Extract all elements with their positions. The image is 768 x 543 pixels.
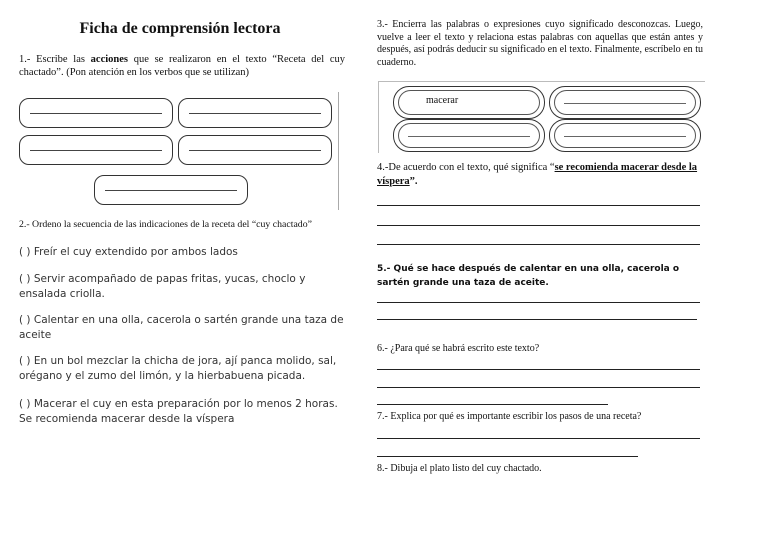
- answer-line[interactable]: [377, 404, 608, 405]
- answer-line[interactable]: [377, 244, 700, 245]
- sequence-item: ( ) En un bol mezclar la chicha de jora, ají panca molido, sal, orégano y el zumo del limón, y la hierbabuena picada.: [19, 355, 337, 382]
- question-8: 8.- Dibuja el plato listo del cuy chactado.: [377, 463, 542, 474]
- word-pill-2[interactable]: [549, 86, 701, 119]
- sequence-item: ( ) Macerar el cuy en esta preparación por lo menos 2 horas. Se recomienda macerar desde la víspera: [19, 398, 338, 425]
- answer-box-5[interactable]: [94, 175, 248, 205]
- answer-line[interactable]: [377, 302, 700, 303]
- question-4: 4.-De acuerdo con el texto, qué significa “se recomienda macerar desde la víspera”.: [377, 162, 698, 187]
- answer-box-1[interactable]: [19, 98, 173, 128]
- answer-line[interactable]: [377, 456, 638, 457]
- sequence-item: ( ) Calentar en una olla, cacerola o sartén grande una taza de aceite: [19, 314, 344, 341]
- answer-line[interactable]: [377, 205, 700, 206]
- question-1: 1.- Escribe las acciones que se realizaron en el texto “Receta del cuy chactado”. (Pon atención en los verbos que se utilizan): [19, 54, 345, 78]
- answer-box-2[interactable]: [178, 98, 332, 128]
- answer-box-4[interactable]: [178, 135, 332, 165]
- answer-line[interactable]: [377, 438, 700, 439]
- answer-line[interactable]: [377, 387, 700, 388]
- answer-box-3[interactable]: [19, 135, 173, 165]
- page-title: Ficha de comprensión lectora: [79, 20, 281, 37]
- question-6: 6.- ¿Para qué se habrá escrito este texto?: [377, 343, 540, 354]
- word-pill-4[interactable]: [549, 119, 701, 152]
- sequence-item: ( ) Freír el cuy extendido por ambos lados: [19, 246, 238, 258]
- sequence-item: ( ) Servir acompañado de papas fritas, yucas, choclo y ensalada criolla.: [19, 273, 306, 300]
- word-pill-1[interactable]: [393, 86, 545, 119]
- word-pill-3[interactable]: [393, 119, 545, 152]
- answer-line[interactable]: [377, 369, 700, 370]
- word-example: macerar: [426, 95, 459, 106]
- answer-line[interactable]: [377, 319, 697, 320]
- question-3: 3.- Encierra las palabras o expresiones cuyo significado desconozcas. Luego, vuelve a leer el texto y relaciona estas palabras con aquellas que están antes y después, así podrás deducir su significado en el texto. Finalmente, escríbelo en tu cuaderno.: [377, 19, 703, 68]
- question-5: 5.- Qué se hace después de calentar en una olla, cacerola o sartén grande una taza de aceite.: [377, 264, 680, 288]
- question-2: 2.- Ordeno la secuencia de las indicaciones de la receta del “cuy chactado”: [19, 219, 312, 230]
- answer-line[interactable]: [377, 225, 700, 226]
- question-7: 7.- Explica por qué es importante escribir los pasos de una receta?: [377, 411, 642, 422]
